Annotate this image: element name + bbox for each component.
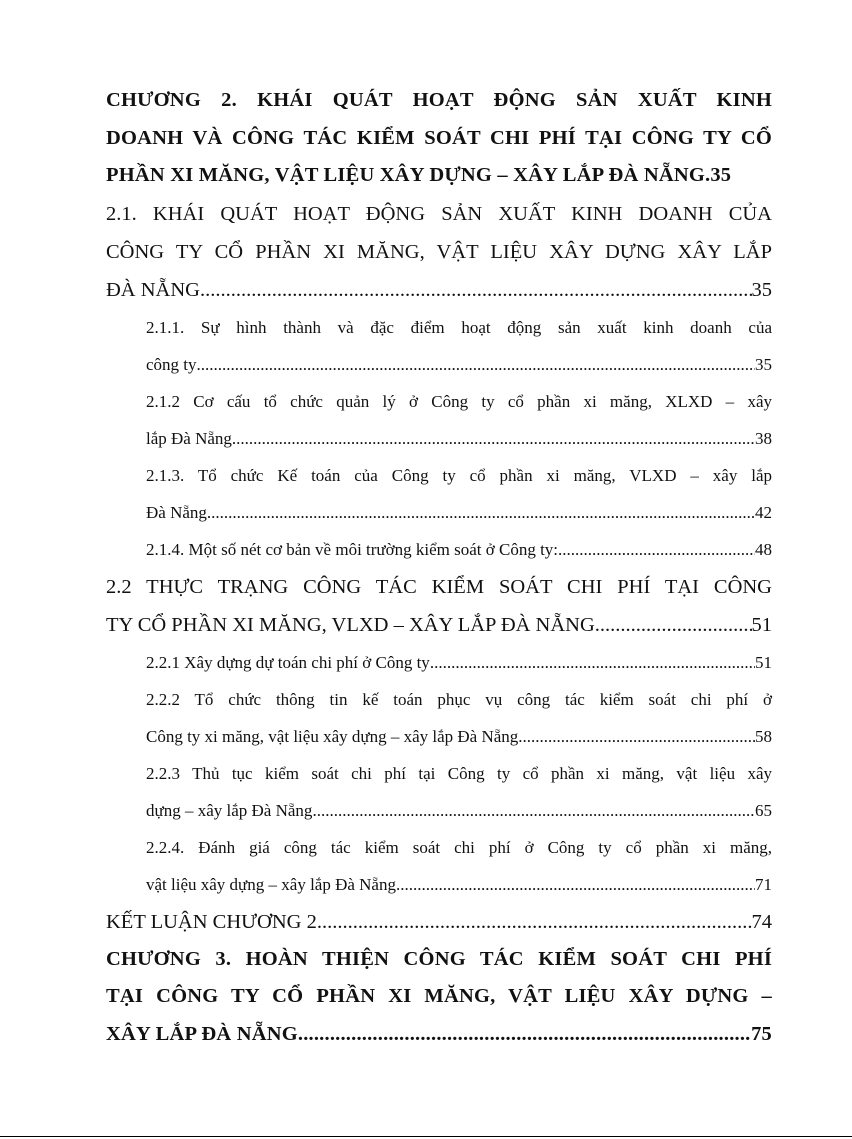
page-number: 71: [755, 874, 772, 894]
page-number: 38: [755, 428, 772, 448]
toc-entry-2-1-2: [106, 383, 772, 457]
toc-line: PHẦN XI MĂNG, VẬT LIỆU XÂY DỰNG – XÂY LẮP ĐÀ NẴNG.: [106, 164, 711, 186]
toc-line-last: [146, 420, 772, 457]
toc-line: ĐÀ NẴNG: [106, 278, 200, 301]
toc-line: 2.2.2 Tổ chức thông tin kế toán phục vụ công tác kiểm soát chi phí ở: [146, 689, 772, 709]
toc-line: 2.1.4. Một số nét cơ bản về môi trường kiểm soát ở Công ty:: [146, 539, 559, 559]
toc-line-last: [106, 903, 772, 941]
toc-line: 2.1.3. Tổ chức Kế toán của Công ty cổ phần xi măng, VLXD – xây lắp: [146, 465, 772, 485]
dot-leader: [207, 494, 755, 531]
toc-entry-2-2-3: [106, 755, 772, 829]
toc-line: DOANH VÀ CÔNG TÁC KIỂM SOÁT CHI PHÍ TẠI CÔNG TY CỔ: [106, 126, 772, 149]
toc-entry-2-1-4: [106, 531, 772, 568]
page-bottom-rule: [0, 1136, 852, 1137]
toc-line: 2.1.2 Cơ cấu tổ chức quản lý ở Công ty cổ phần xi măng, XLXD – xây: [146, 391, 772, 411]
toc-line: TẠI CÔNG TY CỔ PHẦN XI MĂNG, VẬT LIỆU XÂY DỰNG –: [106, 985, 772, 1007]
toc-entry-chapter-3: [106, 941, 772, 1054]
toc-line: 2.1.1. Sự hình thành và đặc điểm hoạt động sản xuất kinh doanh của: [146, 317, 772, 337]
page-number: 42: [755, 502, 772, 522]
toc-line: XÂY LẮP ĐÀ NẴNG: [106, 1022, 298, 1045]
toc-line-last: [146, 531, 772, 568]
dot-leader: [298, 1016, 751, 1054]
toc-line-last: [146, 494, 772, 531]
toc-line: TY CỔ PHẦN XI MĂNG, VLXD – XÂY LẮP ĐÀ NẴNG: [106, 613, 595, 636]
page-number: 75: [751, 1022, 772, 1045]
toc-line-last: [146, 718, 772, 755]
toc-entry-2-1-1: [106, 309, 772, 383]
toc-line-last: [146, 866, 772, 903]
dot-leader: [430, 644, 755, 681]
toc-line: 2.2.4. Đánh giá công tác kiểm soát chi phí ở Công ty cổ phần xi măng,: [146, 837, 772, 857]
toc-line: Công ty xi măng, vật liệu xây dựng – xây lắp Đà Nẵng: [146, 726, 519, 746]
toc-line: CÔNG TY CỔ PHẦN XI MĂNG, VẬT LIỆU XÂY DỰNG XÂY LẮP: [106, 240, 772, 263]
page-number: 58: [755, 726, 772, 746]
toc-entry-2-1-3: [106, 457, 772, 531]
toc-line-last: [106, 271, 772, 309]
dot-leader: [197, 346, 755, 383]
toc-entry-conclusion: [106, 903, 772, 941]
toc-line-last: [106, 157, 772, 195]
dot-leader: [595, 606, 752, 644]
toc-line-last: [106, 1016, 772, 1054]
page-number: 35: [751, 278, 772, 301]
toc-line: 2.2.1 Xây dựng dự toán chi phí ở Công ty: [146, 652, 430, 672]
page-number: 35: [710, 164, 732, 186]
page-number: 35: [755, 354, 772, 374]
toc-line-last: [146, 346, 772, 383]
toc-line: dựng – xây lắp Đà Nẵng: [146, 800, 313, 820]
toc-line-last: [146, 792, 772, 829]
toc-line: công ty: [146, 354, 197, 374]
dot-leader: [396, 866, 755, 903]
toc-line-last: [106, 606, 772, 644]
toc-entry-2-1: [106, 195, 772, 309]
toc-entry-2-2-2: [106, 681, 772, 755]
toc-entry-chapter-2: [106, 82, 772, 195]
dot-leader: [200, 271, 752, 309]
dot-leader: [232, 420, 755, 457]
toc-line: lắp Đà Nẵng: [146, 428, 232, 448]
page-number: 48: [755, 539, 772, 559]
dot-leader: [518, 718, 755, 755]
page-number: 65: [755, 800, 772, 820]
toc-line: 2.2.3 Thủ tục kiểm soát chi phí tại Công ty cổ phần xi măng, vật liệu xây: [146, 763, 772, 783]
dot-leader: [312, 792, 755, 829]
toc-line: KẾT LUẬN CHƯƠNG 2: [106, 910, 317, 933]
table-of-contents: [106, 82, 772, 1053]
toc-line: CHƯƠNG 3. HOÀN THIỆN CÔNG TÁC KIỂM SOÁT CHI PHÍ: [106, 947, 772, 970]
page-number: 51: [751, 613, 772, 636]
page-number: 51: [755, 652, 772, 672]
toc-entry-2-2-1: [106, 644, 772, 681]
toc-line: vật liệu xây dựng – xây lắp Đà Nẵng: [146, 874, 396, 894]
toc-entry-2-2-4: [106, 829, 772, 903]
toc-line: Đà Nẵng: [146, 502, 207, 522]
toc-line-last: [146, 644, 772, 681]
toc-entry-2-2: [106, 568, 772, 644]
toc-line: CHƯƠNG 2. KHÁI QUÁT HOẠT ĐỘNG SẢN XUẤT KINH: [106, 89, 772, 111]
toc-line: 2.1. KHÁI QUÁT HOẠT ĐỘNG SẢN XUẤT KINH DOANH CỦA: [106, 202, 772, 225]
dot-leader: [317, 903, 752, 941]
dot-leader: [558, 531, 755, 568]
toc-line: 2.2 THỰC TRẠNG CÔNG TÁC KIỂM SOÁT CHI PHÍ TẠI CÔNG: [106, 575, 772, 598]
page-number: 74: [751, 910, 772, 933]
